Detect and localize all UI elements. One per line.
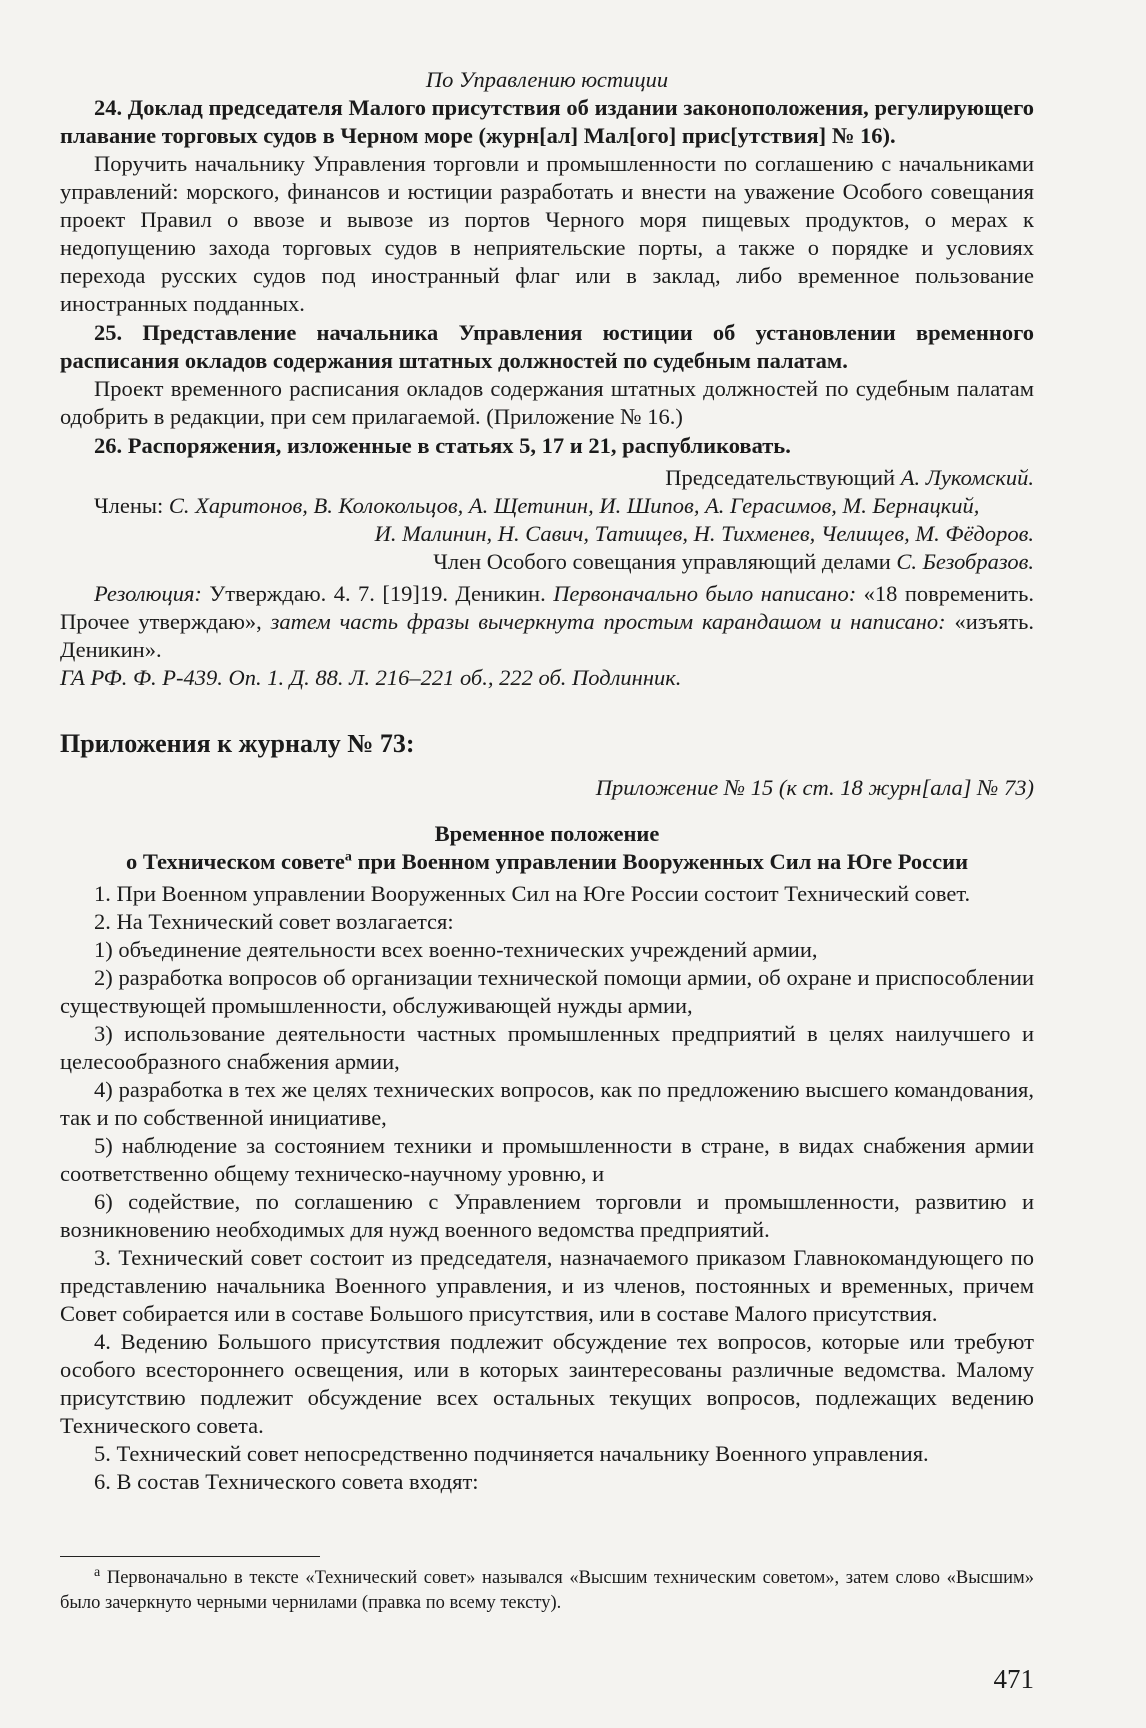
chair-signature: Председательствующий А. Лукомский. (665, 465, 1034, 490)
appendix-reference: Приложение № 15 (к ст. 18 журн[ала] № 73) (595, 775, 1034, 800)
paragraph: 2) разработка вопросов об организации технической помощи армии, об охране и приспособлении существующей промышленности, обслуживающей нужды армии, (60, 965, 1034, 1018)
document-title-line-2: о Техническом совете$^а$ при Военном управлении Вооруженных Сил на Юге России (125, 849, 969, 874)
item-25-text: Проект временного расписания окладов содержания штатных должностей по судебным палатам одобрить в редакции, при сем прилагаемой. (Приложение № 16.) (60, 376, 1034, 429)
footnote-marker: а (94, 1564, 101, 1580)
document-title-line-1: Временное положение (434, 821, 660, 846)
item-24-title: 24. Доклад председателя Малого присутствия об издании законоположения, регулирующего плавание торговых судов в Черном море (журн[ал] Мал[ого] прис[утствия] № 16). (60, 95, 1034, 148)
appendix-heading: Приложения к журналу № 73: (60, 729, 415, 758)
paragraph: 5. Технический совет непосредственно подчиняется начальнику Военного управления. (94, 1441, 929, 1466)
members-line-2: И. Малинин, Н. Савич, Татищев, Н. Тихменев, Челищев, М. Фёдоров. (374, 521, 1034, 546)
footnote-text: Первоначально в тексте «Технический совет» назывался «Высшим техническим советом», затем слово «Высшим» было зачеркнуто черными чернилами (правка по всему тексту). (60, 1568, 1034, 1613)
regulation-body (60, 880, 1034, 1496)
item-25-title: 25. Представление начальника Управления юстиции об установлении временного расписания окладов содержания штатных должностей по судебным палатам. (60, 320, 1034, 373)
item-26 (60, 432, 1034, 460)
archival-source: ГА РФ. Ф. Р-439. Оп. 1. Д. 88. Л. 216–221 об., 222 об. Подлинник. (60, 665, 682, 690)
paragraph: 1. При Военном управлении Вооруженных Сил на Юге России состоит Технический совет. (94, 881, 971, 906)
paragraph: 4. Ведению Большого присутствия подлежит обсуждение тех вопросов, которые или требуют особого всестороннего освещения, или в которых заинтересованы различные ведомства. Малому присутствию подлежит обсуждение всех остальных текущих вопросов, подлежащих ведению Технического совета. (60, 1329, 1034, 1438)
item-24-text: Поручить начальнику Управления торговли и промышленности по соглашению с начальниками управлений: морского, финансов и юстиции разработать и внести на уважение Особого совещания проект Правил о ввозе и вывозе из портов Черного моря пищевых продуктов, о мерах к недопущению захода торговых судов в неприятельские порты, а также о порядке и условиях перехода русских судов под иностранный флаг или в заклад, либо временное пользование иностранных подданных. (60, 151, 1034, 316)
item-25 (60, 319, 1034, 431)
paragraph: 4) разработка в тех же целях технических вопросов, как по предложению высшего командования, так и по собственной инициативе, (60, 1077, 1034, 1130)
paragraph: 6) содействие, по соглашению с Управлением торговли и промышленности, развитию и возникновению необходимых для нужд военного ведомства предприятий. (60, 1189, 1034, 1242)
document-title (60, 820, 1034, 876)
paragraph: 3) использование деятельности частных промышленных предприятий в целях наилучшего и целесообразного снабжения армии, (60, 1021, 1034, 1074)
item-26-title: 26. Распоряжения, изложенные в статьях 5, 17 и 21, распубликовать. (94, 433, 791, 458)
members-line-1: Члены: С. Харитонов, В. Колокольцов, А. Щетинин, И. Шипов, А. Герасимов, М. Бернацкий, (94, 493, 980, 518)
footnote-divider (60, 1556, 320, 1557)
paragraph: 6. В состав Технического совета входят: (94, 1469, 479, 1494)
paragraph: 2. На Технический совет возлагается: (94, 909, 454, 934)
signature-block (60, 464, 1034, 576)
footnote (60, 1566, 1034, 1616)
page-number: 471 (993, 1664, 1034, 1694)
paragraph: 5) наблюдение за состоянием техники и промышленности в стране, в видах снабжения армии соответственно общему техническо-научному уровню, и (60, 1133, 1034, 1186)
footnote-marker: а (344, 849, 352, 865)
item-24 (60, 94, 1034, 318)
resolution: Резолюция: Утверждаю. 4. 7. [19]19. Деникин. Первоначально было написано: «18 повременить. Прочее утверждаю», затем часть фразы вычеркнута простым карандашом и написано: «изъять. Деникин». (60, 581, 1035, 662)
secretary-signature: Член Особого совещания управляющий делами С. Безобразов. (433, 549, 1034, 574)
paragraph: 1) объединение деятельности всех военно-технических учреждений армии, (94, 937, 818, 962)
paragraph: 3. Технический совет состоит из председателя, назначаемого приказом Главнокомандующего по представлению начальника Военного управления, и из членов, постоянных и временных, причем Совет собирается или в составе Большого присутствия, или в составе Малого присутствия. (60, 1245, 1034, 1326)
running-header: По Управлению юстиции (425, 67, 669, 92)
